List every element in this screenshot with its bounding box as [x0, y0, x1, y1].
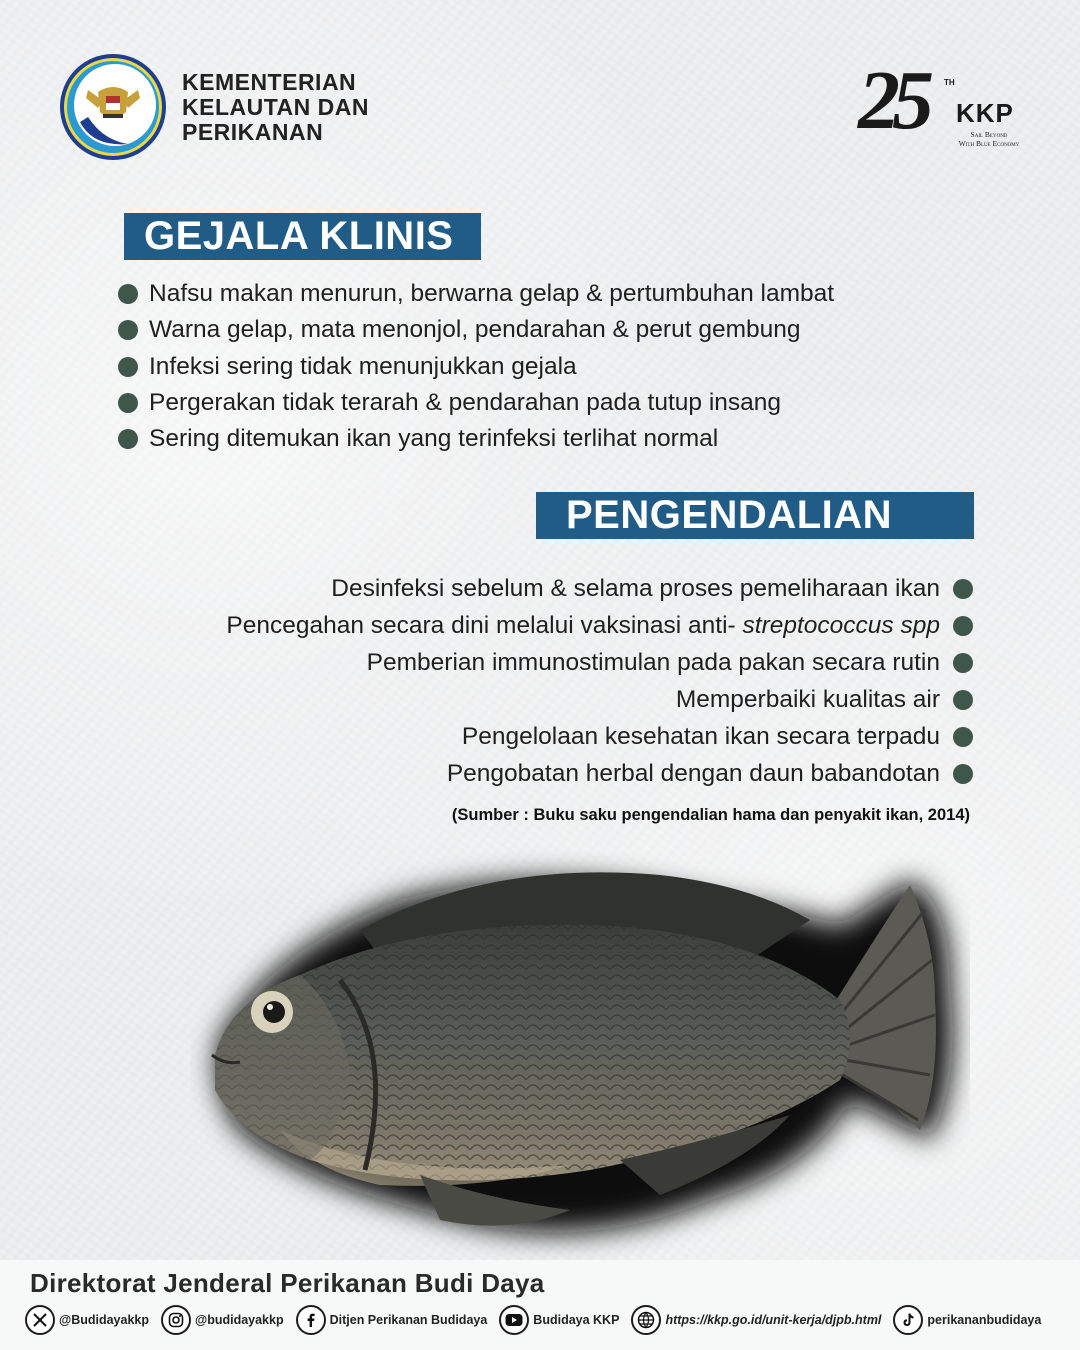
social-instagram-link[interactable]: [161, 1305, 284, 1335]
kkp-anniversary-logo: [852, 54, 1032, 150]
vaccine-pathogen-text: streptococcus spp: [742, 611, 940, 639]
ministry-brand: [58, 52, 369, 162]
ministry-line-3: PERIKANAN: [182, 118, 324, 145]
list-item: [118, 421, 834, 457]
bullet-icon: [953, 653, 973, 673]
social-x-link[interactable]: [25, 1305, 149, 1335]
tilapia-fish-image: [190, 840, 970, 1270]
control-text: Pencegahan secara dini melalui vaksinasi anti-: [226, 611, 736, 639]
social-label: Ditjen Perikanan Budidaya: [329, 1313, 488, 1327]
youtube-icon: [499, 1305, 529, 1335]
symptom-text: Nafsu makan menurun, berwarna gelap & pertumbuhan lambat: [149, 280, 835, 308]
list-item: [226, 755, 973, 792]
list-item: [118, 385, 834, 421]
department-name: Direktorat Jenderal Perikanan Budi Daya: [30, 1268, 545, 1298]
kkp-tagline-1: Sail Beyond: [970, 130, 1008, 139]
kkp-anniversary-number: 25: [858, 54, 926, 147]
control-text: Desinfeksi sebelum & selama proses pemeliharaan ikan: [331, 574, 940, 602]
bullet-icon: [118, 284, 138, 304]
symptom-text: Sering ditemukan ikan yang terinfeksi terlihat normal: [149, 425, 719, 453]
footer: [0, 1260, 1080, 1350]
list-item: [226, 570, 973, 607]
control-list: [226, 570, 973, 792]
web-icon: [631, 1305, 661, 1335]
list-item: [226, 681, 973, 718]
social-tiktok-link[interactable]: [893, 1305, 1041, 1335]
bullet-icon: [953, 616, 973, 636]
social-youtube-link[interactable]: [499, 1305, 619, 1335]
symptom-text: Warna gelap, mata menonjol, pendarahan & perut gembung: [149, 316, 801, 344]
tiktok-icon: [893, 1305, 923, 1335]
social-label: https://kkp.go.id/unit-kerja/djpb.html: [665, 1313, 882, 1327]
symptoms-list: [118, 276, 834, 457]
bullet-icon: [953, 690, 973, 710]
bullet-icon: [118, 393, 138, 413]
bullet-icon: [953, 764, 973, 784]
list-item: [118, 312, 834, 348]
list-item: [226, 607, 973, 644]
bullet-icon: [953, 727, 973, 747]
control-title: PENGENDALIAN: [536, 492, 974, 539]
social-label: @Budidayakkp: [59, 1313, 149, 1327]
symptom-text: Infeksi sering tidak menunjukkan gejala: [149, 352, 577, 380]
source-citation: (Sumber : Buku saku pengendalian hama dan penyakit ikan, 2014): [451, 806, 970, 824]
list-item: [118, 349, 834, 385]
social-label: Budidaya KKP: [533, 1313, 620, 1327]
social-facebook-link[interactable]: [296, 1305, 488, 1335]
ministry-name: [182, 70, 369, 145]
social-website-link[interactable]: [631, 1305, 881, 1335]
control-text: Pengelolaan kesehatan ikan secara terpadu: [461, 722, 940, 750]
control-text: Pemberian immunostimulan pada pakan secara rutin: [366, 648, 940, 676]
kkp-name: KKP: [956, 98, 1014, 128]
list-item: [226, 718, 973, 755]
kkp-tagline: [944, 130, 1034, 148]
symptom-text: Pergerakan tidak terarah & pendarahan pada tutup insang: [149, 389, 782, 417]
ministry-line-1: KEMENTERIAN: [182, 68, 357, 95]
ministry-emblem-icon: [58, 52, 168, 162]
control-text: Pengobatan herbal dengan daun babandotan: [446, 759, 940, 787]
bullet-icon: [118, 357, 138, 377]
kkp-anniversary-suffix: TH: [944, 78, 955, 87]
symptoms-title: GEJALA KLINIS: [124, 213, 481, 260]
bullet-icon: [118, 429, 138, 449]
social-label: @budidayakkp: [195, 1313, 284, 1327]
kkp-tagline-2: With Blue Economy: [958, 139, 1020, 148]
list-item: [118, 276, 834, 312]
social-label: perikananbudidaya: [927, 1313, 1042, 1327]
list-item: [226, 644, 973, 681]
social-links: [25, 1305, 1053, 1335]
facebook-icon: [296, 1305, 326, 1335]
bullet-icon: [118, 320, 138, 340]
instagram-icon: [161, 1305, 191, 1335]
control-text: Memperbaiki kualitas air: [675, 685, 940, 713]
ministry-line-2: KELAUTAN DAN: [182, 93, 370, 120]
x-icon: [25, 1305, 55, 1335]
bullet-icon: [953, 579, 973, 599]
